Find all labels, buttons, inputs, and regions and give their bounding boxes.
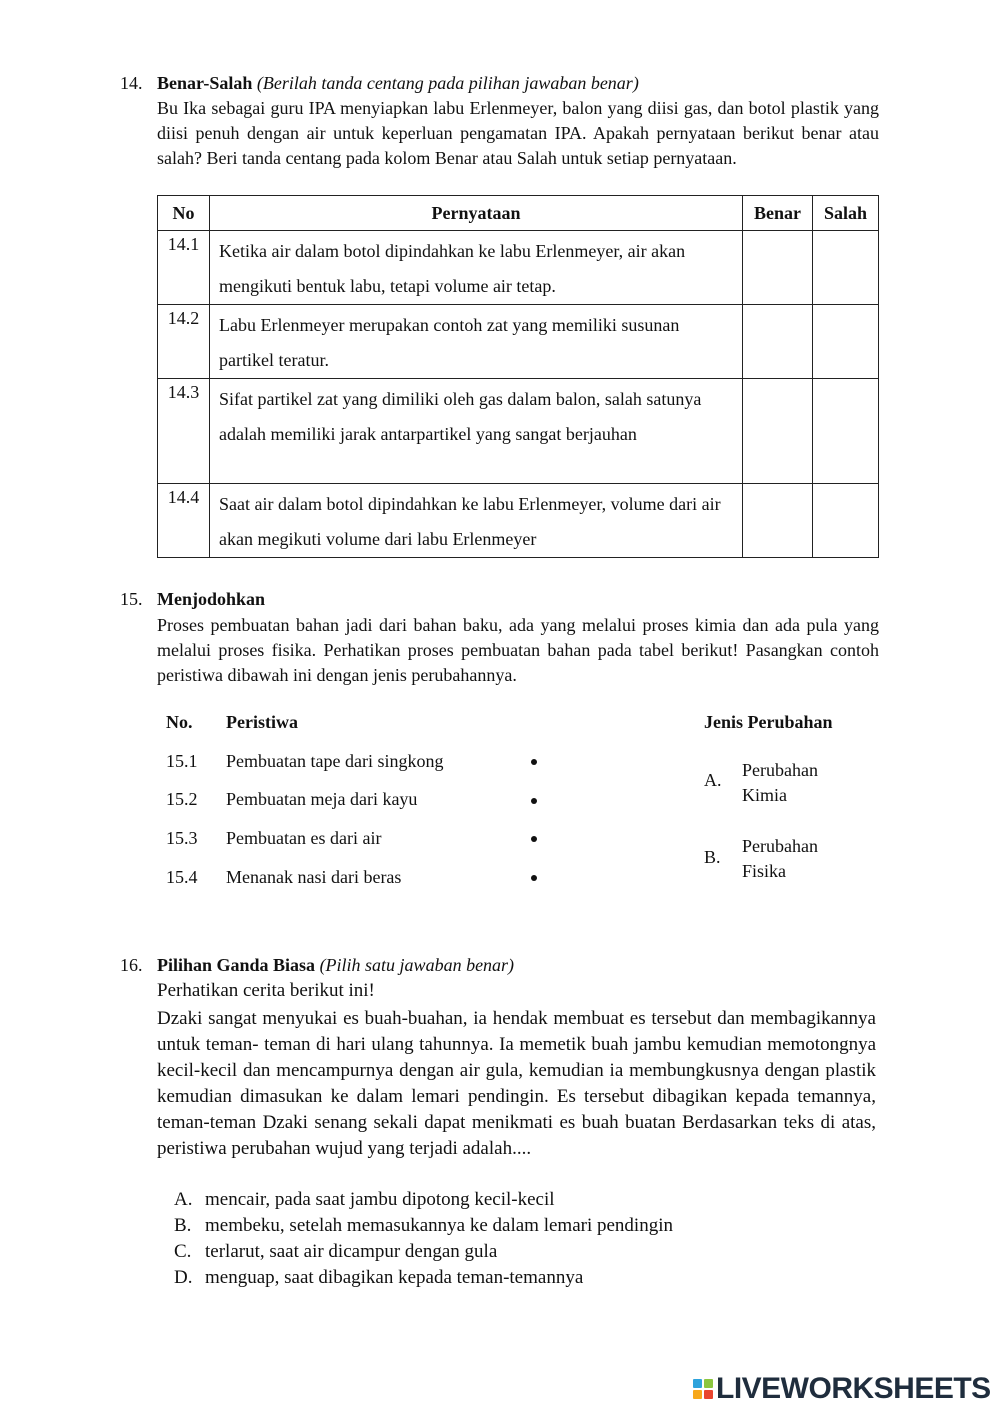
match-dot-left[interactable] <box>531 875 537 881</box>
row-number: 14.3 <box>158 379 210 484</box>
true-false-table <box>157 195 879 558</box>
col-no-header: No. <box>166 712 193 732</box>
q15-title: Menjodohkan <box>157 589 266 609</box>
q16-number: 16. <box>120 955 143 975</box>
q15-body: Proses pembuatan bahan jadi dari bahan baku, ada yang melalui proses kimia dan ada pula yang melalui proses fisika. Perhatikan proses pembuatan bahan pada tabel berikut! Pasangkan contoh peristiwa dibawah ini dengan jenis perubahannya. <box>157 615 879 685</box>
q16-story: Dzaki sangat menyukai es buah-buahan, ia hendak membuat es tersebut dan membagikannya untuk teman- teman di hari ulang tahunnya. Ia memetik buah jambu kemudian memotongnya kecil-kecil dan mencampurnya dengan air gula, kemudian ia membungkusnya dengan plastik kemudian dimasukan ke dalam lemari pendingin. Es tersebut dibagikan kepada temannya, teman-teman Dzaki senang sekali dapat menikmati es buah buatan Berdasarkan teks di atas, peristiwa perubahan wujud yang terjadi adalah.... <box>157 1008 876 1159</box>
header-false: Salah <box>813 196 879 231</box>
logo-square-icon <box>704 1390 713 1399</box>
true-checkbox-cell[interactable] <box>743 379 813 484</box>
logo-square-icon <box>704 1379 713 1388</box>
q16-intro: Perhatikan cerita berikut ini! <box>157 980 375 1001</box>
table-row <box>158 305 879 379</box>
match-item-event: Pembuatan meja dari kayu <box>226 789 418 809</box>
match-item-event: Menanak nasi dari beras <box>226 867 402 887</box>
option-b-line2: Fisika <box>742 861 787 881</box>
match-item-number: 15.2 <box>166 789 198 809</box>
q14-number: 14. <box>120 73 143 93</box>
header-no: No <box>158 196 210 231</box>
match-dot-left[interactable] <box>531 759 537 765</box>
choice-text: terlarut, saat air dicampur dengan gula <box>205 1241 498 1262</box>
q16-header <box>157 955 514 976</box>
row-statement: Sifat partikel zat yang dimiliki oleh gas dalam balon, salah satunya adalah memiliki jarak antarpartikel yang sangat berjauhan <box>210 379 743 484</box>
q14-title: Benar-Salah <box>157 73 253 93</box>
choice-letter: B. <box>174 1215 192 1236</box>
choice-letter: D. <box>174 1267 193 1288</box>
match-dot-left[interactable] <box>531 798 537 804</box>
q16-instruction: (Pilih satu jawaban benar) <box>319 955 515 975</box>
liveworksheets-logo <box>693 1374 991 1404</box>
option-a-line2: Kimia <box>742 785 787 805</box>
row-statement: Ketika air dalam botol dipindahkan ke labu Erlenmeyer, air akan mengikuti bentuk labu, tetapi volume air tetap. <box>210 231 743 305</box>
option-b-line1: Perubahan <box>742 836 818 856</box>
option-a-line1: Perubahan <box>742 760 818 780</box>
true-checkbox-cell[interactable] <box>743 305 813 379</box>
col-type-header: Jenis Perubahan <box>704 712 833 732</box>
col-event-header: Peristiwa <box>226 712 298 732</box>
option-letter-b: B. <box>704 847 721 867</box>
option-letter-a: A. <box>704 770 722 790</box>
match-item-event: Pembuatan tape dari singkong <box>226 751 444 771</box>
q14-instruction: (Berilah tanda centang pada pilihan jawaban benar) <box>256 73 639 93</box>
row-number: 14.2 <box>158 305 210 379</box>
table-row <box>158 484 879 558</box>
choice-text: membeku, setelah memasukannya ke dalam lemari pendingin <box>205 1215 673 1236</box>
choice-letter: A. <box>174 1189 193 1210</box>
option-a-text[interactable] <box>742 758 818 808</box>
false-checkbox-cell[interactable] <box>813 231 879 305</box>
match-item-number: 15.1 <box>166 751 198 771</box>
row-statement: Labu Erlenmeyer merupakan contoh zat yang memiliki susunan partikel teratur. <box>210 305 743 379</box>
q14-body: Bu Ika sebagai guru IPA menyiapkan labu Erlenmeyer, balon yang diisi gas, dan botol plastik yang diisi penuh dengan air untuk keperluan pengamatan IPA. Apakah pernyataan berikut benar atau salah? Beri tanda centang pada kolom Benar atau Salah untuk setiap pernyataan. <box>157 98 879 168</box>
table-row <box>158 379 879 484</box>
header-true: Benar <box>743 196 813 231</box>
header-statement: Pernyataan <box>210 196 743 231</box>
true-checkbox-cell[interactable] <box>743 484 813 558</box>
choice-text: menguap, saat dibagikan kepada teman-temannya <box>205 1267 584 1288</box>
logo-mark-icon <box>693 1379 713 1399</box>
match-dot-left[interactable] <box>531 836 537 842</box>
table-header-row <box>158 196 879 231</box>
q15-number: 15. <box>120 589 143 609</box>
false-checkbox-cell[interactable] <box>813 379 879 484</box>
q15-header <box>157 589 265 610</box>
logo-square-icon <box>693 1379 702 1388</box>
option-b-text[interactable] <box>742 834 818 884</box>
logo-square-icon <box>693 1390 702 1399</box>
match-item-event: Pembuatan es dari air <box>226 828 382 848</box>
q16-title: Pilihan Ganda Biasa <box>157 955 316 975</box>
choice-text: mencair, pada saat jambu dipotong kecil-kecil <box>205 1189 555 1210</box>
match-item-number: 15.3 <box>166 828 198 848</box>
row-statement: Saat air dalam botol dipindahkan ke labu Erlenmeyer, volume dari air akan megikuti volume dari labu Erlenmeyer <box>210 484 743 558</box>
table-row <box>158 231 879 305</box>
match-item-number: 15.4 <box>166 867 198 887</box>
row-number: 14.4 <box>158 484 210 558</box>
q14-header <box>157 73 639 94</box>
choice-letter: C. <box>174 1241 192 1262</box>
false-checkbox-cell[interactable] <box>813 484 879 558</box>
true-checkbox-cell[interactable] <box>743 231 813 305</box>
row-number: 14.1 <box>158 231 210 305</box>
false-checkbox-cell[interactable] <box>813 305 879 379</box>
logo-text: LIVEWORKSHEETS <box>716 1372 991 1405</box>
